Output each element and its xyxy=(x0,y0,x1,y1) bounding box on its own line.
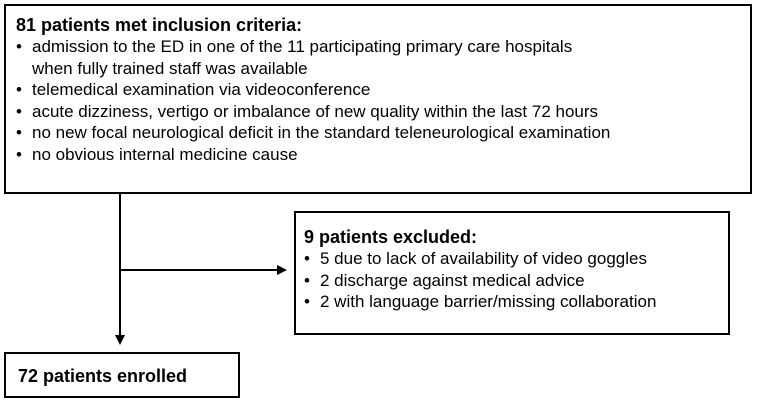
inclusion-criterion-text: no obvious internal medicine cause xyxy=(32,144,298,164)
exclusion-reason xyxy=(304,291,718,313)
exclusion-reason-text: 2 with language barrier/missing collaboration xyxy=(320,292,657,311)
exclusion-reasons-list xyxy=(304,248,718,313)
inclusion-criteria-list xyxy=(16,36,740,165)
inclusion-criterion-text: acute dizziness, vertigo or imbalance of new quality within the last 72 hours xyxy=(32,101,599,121)
exclusion-reason-text: 5 due to lack of availability of video goggles xyxy=(320,249,647,268)
enrolled-patients-box xyxy=(4,352,240,398)
excluded-patients-box xyxy=(294,211,730,335)
inclusion-criterion-text: admission to the ED in one of the 11 participating primary care hospitals when fully trained staff was available xyxy=(32,37,573,78)
inclusion-criterion-text: telemedical examination via videoconference xyxy=(32,80,371,99)
exclusion-reason xyxy=(304,270,718,292)
inclusion-criteria-box xyxy=(4,4,752,194)
exclusion-reason-text: 2 discharge against medical advice xyxy=(320,270,585,290)
inclusion-criterion xyxy=(16,122,740,144)
enrolled-patients-title: 72 patients enrolled xyxy=(18,366,188,386)
inclusion-criterion xyxy=(16,144,740,166)
exclusion-reason xyxy=(304,248,718,270)
inclusion-criterion xyxy=(16,79,740,101)
inclusion-criterion-text: no new focal neurological deficit in the standard teleneurological examination xyxy=(32,123,611,142)
excluded-patients-title: 9 patients excluded: xyxy=(304,227,478,247)
inclusion-criterion xyxy=(16,101,740,123)
inclusion-criteria-title: 81 patients met inclusion criteria: xyxy=(16,15,303,35)
inclusion-criterion xyxy=(16,36,740,79)
